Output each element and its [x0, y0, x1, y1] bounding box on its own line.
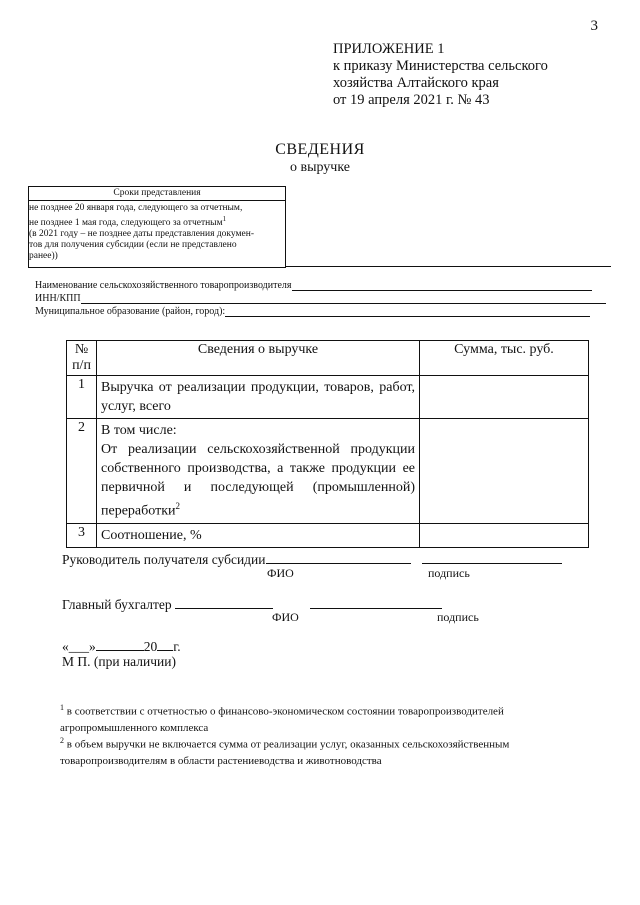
- row-text: От реализации сельскохозяйственной продукции собственного производства, а также продукции ее первичной и последующей (промышленной) переработки: [101, 442, 415, 519]
- producer-label: Наименование сельскохозяйственного товаропроизводителя: [35, 280, 292, 291]
- head-sign-caption: подпись: [428, 566, 470, 580]
- head-signature-row: [62, 550, 411, 568]
- footnote-text: в соответствии с отчетностью о финансово-экономическом состоянии товаропроизводителей агропромышленного комплекса: [60, 705, 504, 734]
- stamp-label: М П. (при наличии): [62, 654, 176, 669]
- row-sum-cell[interactable]: [420, 376, 589, 419]
- row-text: Соотношение, %: [97, 523, 420, 547]
- deadline-line: тов для получения субсидии (если не представлено: [29, 240, 237, 251]
- appendix-line: к приказу Министерства сельского: [333, 58, 548, 74]
- deadline-line: [29, 214, 285, 229]
- deadline-header: Сроки представления: [29, 187, 285, 201]
- row-num: 3: [67, 523, 97, 547]
- date-suffix: г.: [173, 639, 181, 654]
- date-day: «___»: [62, 639, 96, 654]
- footnote-ref: 1: [222, 215, 227, 223]
- deadline-box: [28, 186, 286, 268]
- page-number: 3: [590, 18, 598, 34]
- row-subheading: В том числе:: [101, 423, 177, 438]
- revenue-table: [66, 340, 589, 548]
- table-row: [67, 523, 589, 547]
- inn-input-line[interactable]: [81, 293, 606, 304]
- accountant-label: Главный бухгалтер: [62, 597, 172, 612]
- municipality-input-line[interactable]: [225, 306, 590, 317]
- footnote-text: в объем выручки не включается сумма от реализации услуг, оказанных сельскохозяйственным товаропроизводителям в области растениеводства и животноводства: [60, 738, 510, 767]
- table-row: [67, 376, 589, 419]
- inn-label: ИНН/КПП: [35, 293, 81, 304]
- deadline-line: ранее)): [29, 251, 58, 262]
- row-num: 2: [67, 419, 97, 524]
- accountant-fio-line[interactable]: [175, 595, 273, 609]
- accountant-signature-row: [62, 595, 273, 613]
- head-label: Руководитель получателя субсидии: [62, 552, 266, 567]
- header-num: № п/п: [67, 341, 97, 376]
- deadline-line: (в 2021 году – не позднее даты представления докумен-: [29, 229, 255, 240]
- footnote-mark: 2: [60, 736, 64, 745]
- divider: [285, 266, 611, 267]
- head-fio-caption: ФИО: [267, 566, 294, 580]
- footnote-mark: 1: [60, 703, 64, 712]
- footnote-2: [60, 733, 586, 769]
- date-row: [62, 637, 181, 655]
- deadline-line-text: не позднее 1 мая года, следующего за отчетным: [29, 218, 223, 229]
- table-row: [67, 419, 589, 524]
- table-header-row: [67, 341, 589, 376]
- head-sign-line[interactable]: [422, 550, 562, 564]
- row-sum-cell[interactable]: [420, 419, 589, 524]
- municipality-field: [35, 306, 590, 317]
- row-text: Выручка от реализации продукции, товаров, работ, услуг, всего: [97, 376, 420, 419]
- appendix-title: ПРИЛОЖЕНИЕ 1: [333, 41, 445, 57]
- appendix-date: от 19 апреля 2021 г. № 43: [333, 92, 490, 108]
- document-title: СВЕДЕНИЯ: [275, 141, 365, 158]
- accountant-fio-caption: ФИО: [272, 610, 299, 624]
- municipality-label: Муниципальное образование (район, город):: [35, 306, 226, 317]
- deadline-body: [29, 201, 285, 262]
- date-month-line[interactable]: [96, 637, 144, 651]
- date-year-line[interactable]: [157, 637, 173, 651]
- head-fio-line[interactable]: [266, 550, 411, 564]
- appendix-header: [333, 41, 548, 109]
- accountant-sign-line[interactable]: [310, 595, 442, 609]
- inn-field: [35, 293, 606, 304]
- producer-input-line[interactable]: [292, 280, 592, 291]
- header-info: Сведения о выручке: [97, 341, 420, 376]
- footnote-1: [60, 700, 586, 736]
- producer-field: [35, 280, 592, 291]
- footnote-ref: 2: [175, 501, 180, 511]
- header-sum: Сумма, тыс. руб.: [420, 341, 589, 376]
- appendix-line: хозяйства Алтайского края: [333, 75, 499, 91]
- row-text-cell: [97, 419, 420, 524]
- accountant-sign-caption: подпись: [437, 610, 479, 624]
- date-year: 20: [143, 639, 158, 654]
- row-sum-cell[interactable]: [420, 523, 589, 547]
- row-num: 1: [67, 376, 97, 419]
- deadline-line: не позднее 20 января года, следующего за отчетным,: [29, 203, 243, 213]
- document-subtitle: о выручке: [289, 160, 351, 175]
